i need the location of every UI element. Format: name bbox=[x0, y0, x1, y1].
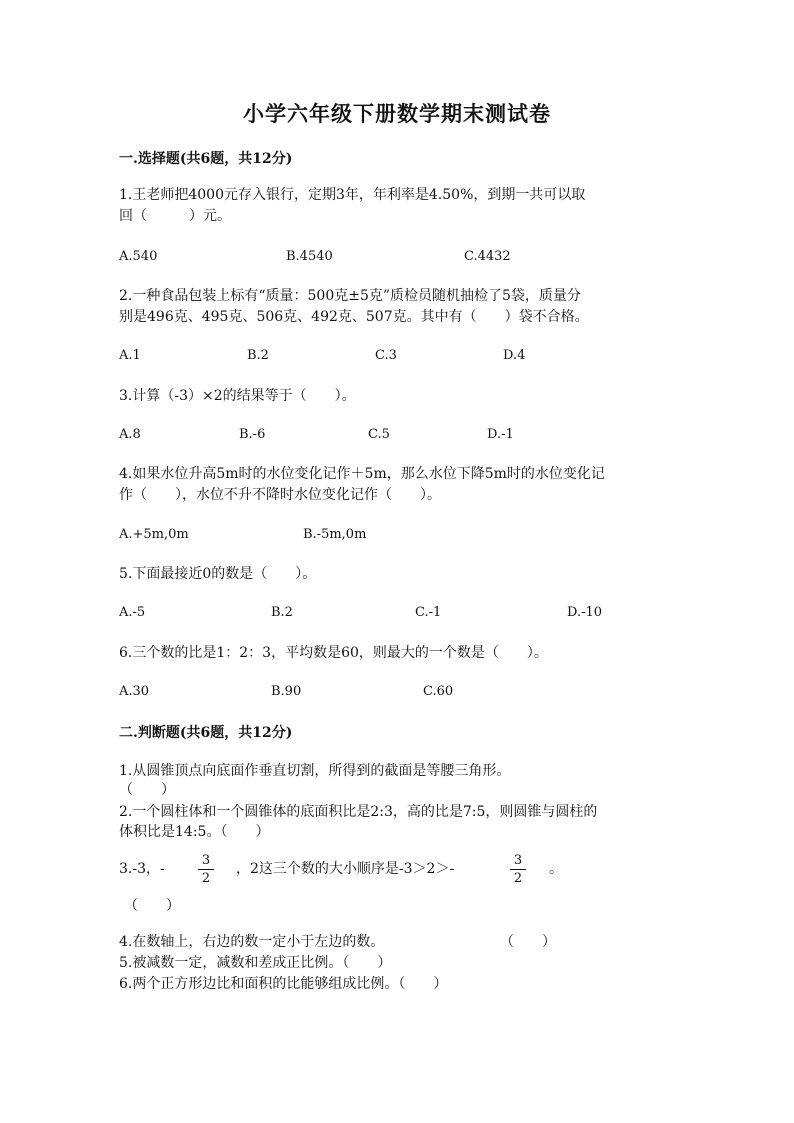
option: D.-1 bbox=[487, 427, 514, 442]
judgment-3-suffix: 。 bbox=[549, 861, 563, 877]
question-2-line-1: 2.一种食品包装上标有“质量：500克±5克”质检员随机抽检了5袋，质量分 bbox=[119, 288, 581, 304]
question-1-line-2: 回（ ）元。 bbox=[119, 208, 231, 224]
fraction-numerator: 3 bbox=[513, 853, 523, 868]
judgment-1-line-2: （ ） bbox=[119, 782, 175, 798]
question-3-line-1: 3.计算（-3）×2的结果等于（ ）。 bbox=[119, 388, 356, 404]
option: D.4 bbox=[503, 348, 526, 363]
option: A.8 bbox=[119, 427, 141, 442]
fraction-three-halves bbox=[198, 853, 214, 886]
judgment-4-paren: （ ） bbox=[500, 934, 556, 950]
option: C.3 bbox=[375, 348, 397, 363]
judgment-2-line-2: 体积比是14:5。（ ） bbox=[119, 824, 270, 840]
judgment-3-paren: （ ） bbox=[124, 898, 180, 914]
fraction-numerator: 3 bbox=[201, 853, 211, 868]
judgment-1-line-1: 1.从圆锥顶点向底面作垂直切割，所得到的截面是等腰三角形。 bbox=[119, 763, 511, 779]
fraction-bar bbox=[510, 869, 526, 870]
fraction-denominator: 2 bbox=[513, 871, 523, 886]
question-2-line-2: 别是496克、495克、506克、492克、507克。其中有（ ）袋不合格。 bbox=[119, 309, 589, 325]
option: A.+5m,0m bbox=[119, 527, 189, 542]
section-heading-choice: 一.选择题(共6题，共12分) bbox=[119, 151, 293, 167]
option: B.90 bbox=[271, 684, 302, 699]
option: A.540 bbox=[119, 249, 158, 264]
question-6-line-1: 6.三个数的比是1：2：3，平均数是60，则最大的一个数是（ ）。 bbox=[119, 645, 548, 661]
option: C.5 bbox=[368, 427, 390, 442]
question-4-line-1: 4.如果水位升高5m时的水位变化记作＋5m，那么水位下降5m时的水位变化记 bbox=[119, 466, 605, 482]
fraction-three-halves bbox=[510, 853, 526, 886]
option: B.-5m,0m bbox=[303, 527, 367, 542]
option: A.1 bbox=[119, 348, 141, 363]
option: C.60 bbox=[423, 684, 454, 699]
question-4-line-2: 作（ ），水位不升不降时水位变化记作（ ）。 bbox=[119, 487, 441, 503]
option: A.-5 bbox=[119, 605, 146, 620]
option: C.4432 bbox=[464, 249, 511, 264]
option: B.-6 bbox=[239, 427, 266, 442]
question-5-line-1: 5.下面最接近0的数是（ ）。 bbox=[119, 566, 317, 582]
judgment-6-text: 6.两个正方形边比和面积的比能够组成比例。（ ） bbox=[119, 976, 448, 992]
judgment-3-middle: ，2这三个数的大小顺序是-3＞2＞- bbox=[236, 861, 455, 877]
option: C.-1 bbox=[415, 605, 442, 620]
option: D.-10 bbox=[567, 605, 603, 620]
question-1-line-1: 1.王老师把4000元存入银行，定期3年，年利率是4.50%，到期一共可以取 bbox=[119, 187, 586, 203]
option: B.2 bbox=[271, 605, 293, 620]
fraction-denominator: 2 bbox=[201, 871, 211, 886]
judgment-3-prefix: 3.-3，- bbox=[119, 861, 165, 877]
option: B.4540 bbox=[286, 249, 333, 264]
option: B.2 bbox=[247, 348, 269, 363]
section-heading-judgment: 二.判断题(共6题，共12分) bbox=[119, 725, 293, 741]
fraction-bar bbox=[198, 869, 214, 870]
option: A.30 bbox=[119, 684, 150, 699]
judgment-2-line-1: 2.一个圆柱体和一个圆锥体的底面积比是2:3，高的比是7:5，则圆锥与圆柱的 bbox=[119, 804, 598, 820]
judgment-4-text: 4.在数轴上，右边的数一定小于左边的数。 bbox=[119, 934, 385, 950]
page-title: 小学六年级下册数学期末测试卷 bbox=[243, 101, 551, 126]
judgment-5-text: 5.被减数一定，减数和差成正比例。（ ） bbox=[119, 955, 392, 971]
